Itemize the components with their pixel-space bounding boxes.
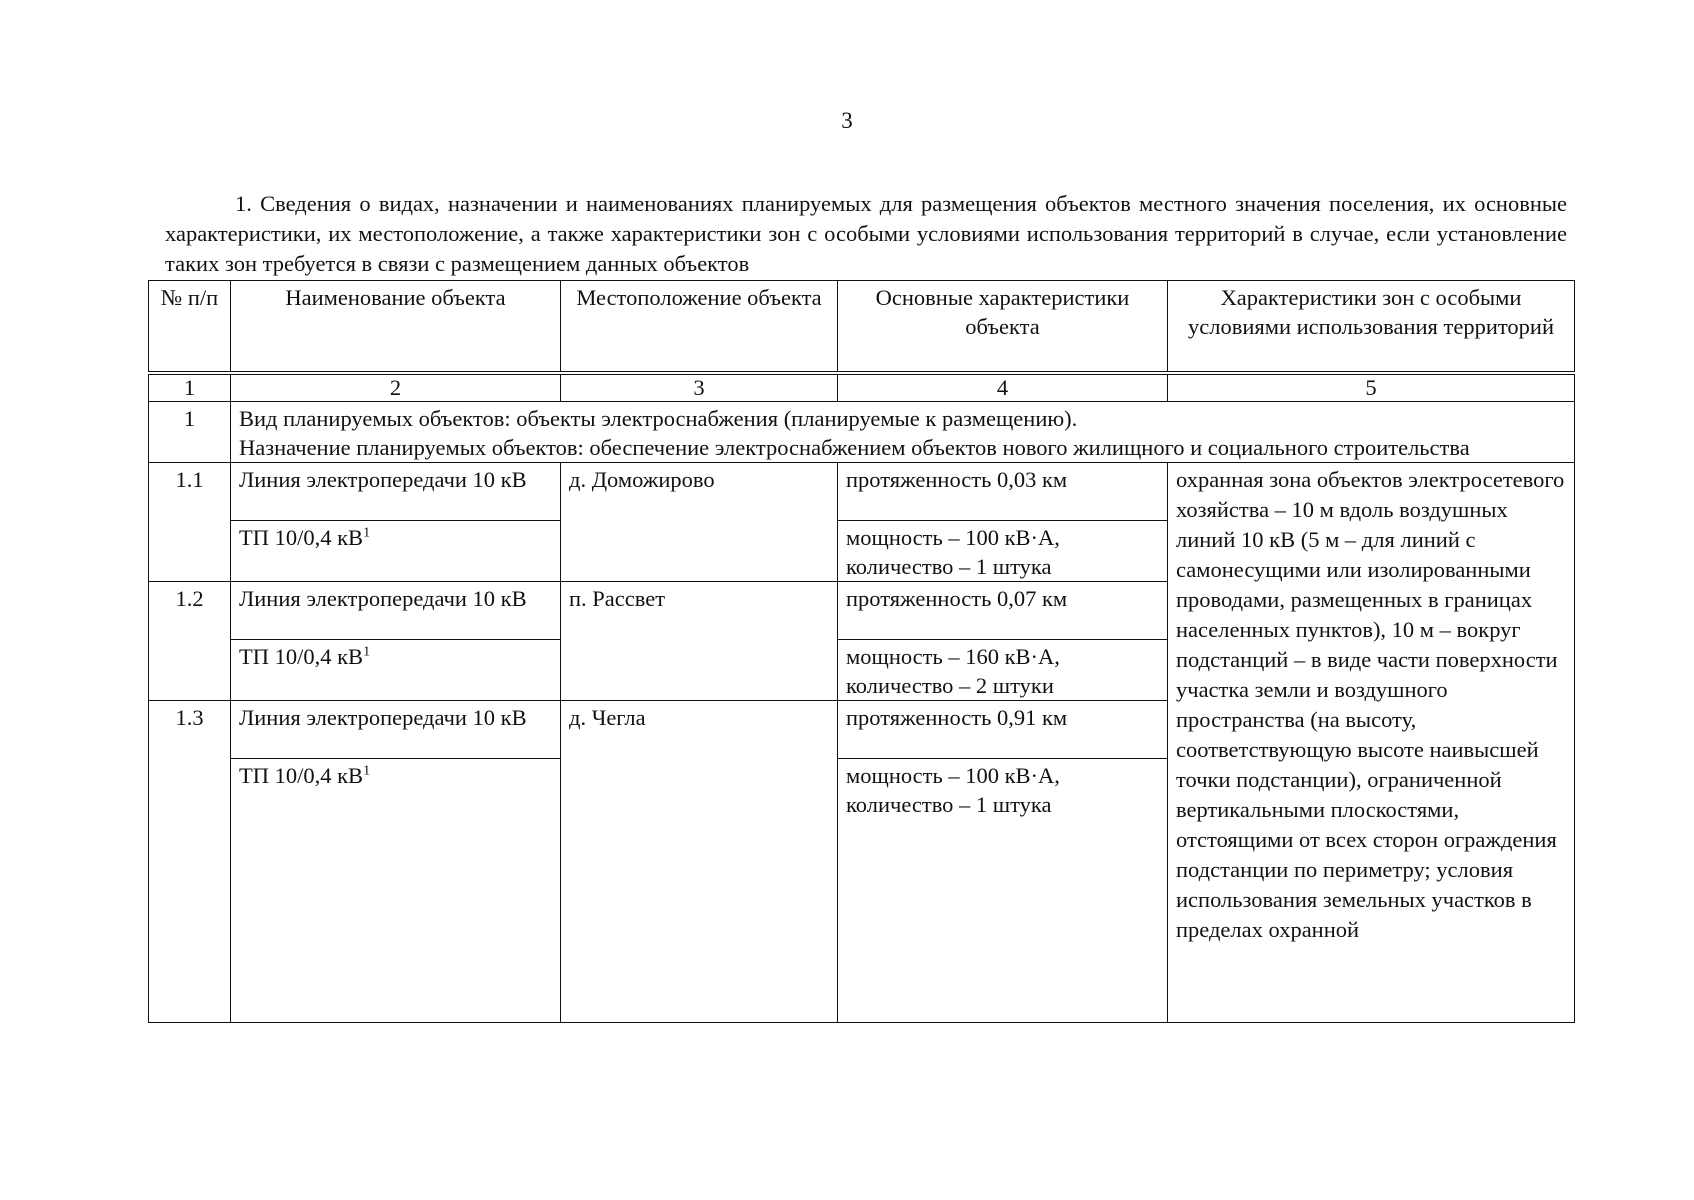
heading-text: 1. Сведения о видах, назначении и наименованиях планируемых для размещения объектов местного значения поселения, их основные характеристики, их местоположение, а также характеристики зон с особыми условиями использования территорий в случае, если установление таких зон требуется в связи с размещением данных объектов	[165, 191, 1567, 276]
header-location: Местоположение объекта	[561, 281, 838, 372]
line-characteristics: протяженность 0,91 км	[838, 701, 1168, 759]
section-row	[149, 402, 1575, 463]
page-number: 3	[841, 108, 853, 133]
column-number: 3	[561, 375, 838, 402]
tp-characteristics: мощность – 160 кВ·А, количество – 2 штуки	[838, 640, 1168, 701]
header-zones: Характеристики зон с особыми условиями использования территорий	[1168, 281, 1575, 372]
row-num: 1.2	[149, 582, 231, 701]
table-header-row	[149, 281, 1575, 372]
tp-name	[231, 759, 561, 1023]
line-characteristics: протяженность 0,07 км	[838, 582, 1168, 640]
tp-name	[231, 521, 561, 582]
line-name: Линия электропередачи 10 кВ	[231, 582, 561, 640]
column-numbers-row	[149, 375, 1575, 402]
header-characteristics: Основные характеристики объекта	[838, 281, 1168, 372]
table-row	[149, 463, 1575, 521]
line-name: Линия электропередачи 10 кВ	[231, 701, 561, 759]
object-location: п. Рассвет	[561, 582, 838, 701]
object-location: д. Доможирово	[561, 463, 838, 582]
section-num: 1	[149, 402, 231, 463]
header-name: Наименование объекта	[231, 281, 561, 372]
row-num: 1.1	[149, 463, 231, 582]
section-type-text: Вид планируемых объектов: объекты электроснабжения (планируемые к размещению).	[239, 406, 1078, 431]
footnote-mark: 1	[363, 763, 371, 779]
tp-characteristics: мощность – 100 кВ·А, количество – 1 штука	[838, 521, 1168, 582]
line-characteristics: протяженность 0,03 км	[838, 463, 1168, 521]
tp-name-text: ТП 10/0,4 кВ	[239, 763, 364, 788]
row-num: 1.3	[149, 701, 231, 1023]
section-purpose-text: Назначение планируемых объектов: обеспечение электроснабжением объектов нового жилищного и социального строительства	[239, 435, 1470, 460]
column-number: 4	[838, 375, 1168, 402]
column-number: 2	[231, 375, 561, 402]
tp-characteristics: мощность – 100 кВ·А, количество – 1 штука	[838, 759, 1168, 1023]
line-name: Линия электропередачи 10 кВ	[231, 463, 561, 521]
zone-characteristics: охранная зона объектов электросетевого хозяйства – 10 м вдоль воздушных линий 10 кВ (5 м – для линий с самонесущими или изолированными проводами, размещенных в границах населенных пунктов), 10 м – вокруг подстанций – в виде части поверхности участка земли и воздушного пространства (на высоту, соответствующую высоте наивысшей точки подстанции), ограниченной вертикальными плоскостями, отстоящими от всех сторон ограждения подстанции по периметру; условия использования земельных участков в пределах охранной	[1168, 463, 1575, 1023]
footnote-mark: 1	[363, 644, 371, 660]
column-number: 1	[149, 375, 231, 402]
object-location: д. Чегла	[561, 701, 838, 1023]
section-heading	[165, 189, 1567, 279]
tp-name-text: ТП 10/0,4 кВ	[239, 525, 364, 550]
header-num: № п/п	[149, 281, 231, 372]
tp-name-text: ТП 10/0,4 кВ	[239, 644, 364, 669]
footnote-mark: 1	[363, 525, 371, 541]
column-number: 5	[1168, 375, 1575, 402]
objects-table	[148, 280, 1575, 1023]
tp-name	[231, 640, 561, 701]
section-description	[231, 402, 1575, 463]
